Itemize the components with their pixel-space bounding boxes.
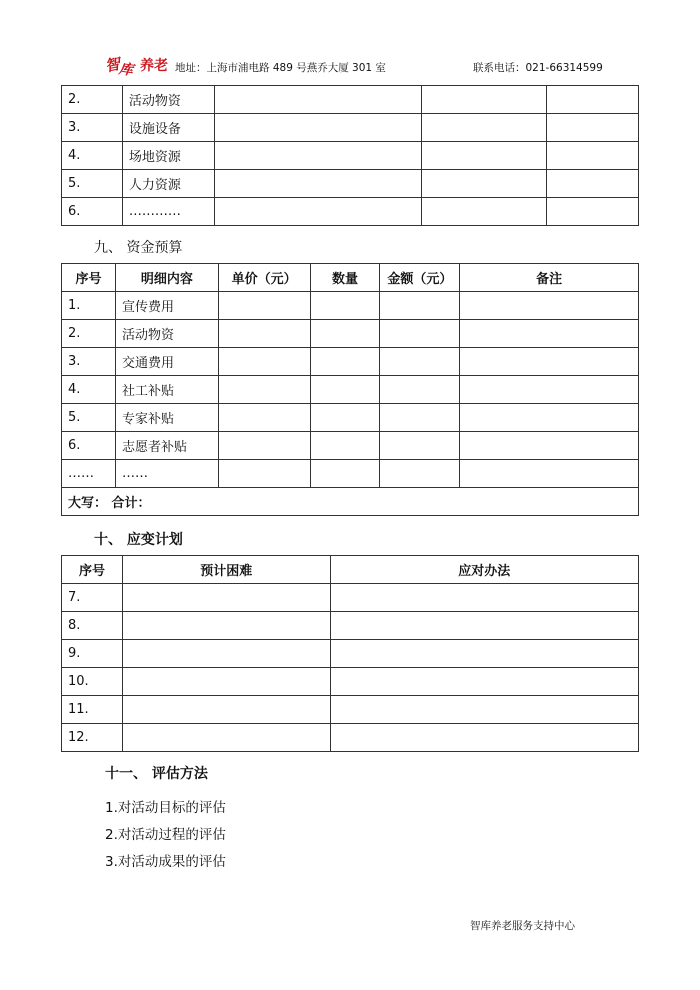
contingency-table bbox=[61, 555, 639, 752]
table-row bbox=[62, 696, 639, 724]
row-item: 人力资源 bbox=[122, 170, 214, 198]
row-item: 宣传费用 bbox=[115, 292, 218, 320]
empty-cell bbox=[122, 612, 330, 640]
empty-cell bbox=[547, 170, 639, 198]
empty-cell bbox=[122, 696, 330, 724]
budget-header-cell: 明细内容 bbox=[115, 264, 218, 292]
row-item: ………… bbox=[122, 198, 214, 226]
resource-table bbox=[61, 85, 639, 226]
empty-cell bbox=[380, 460, 460, 488]
eval-item-3: 3.对活动成果的评估 bbox=[105, 854, 226, 870]
budget-total-label: 大写： 合计： bbox=[62, 488, 639, 516]
logo-text: 养老 bbox=[140, 58, 168, 74]
empty-cell bbox=[218, 376, 310, 404]
empty-cell bbox=[547, 86, 639, 114]
row-item: 场地资源 bbox=[122, 142, 214, 170]
table-row bbox=[62, 640, 639, 668]
eval-item-2: 2.对活动过程的评估 bbox=[105, 827, 226, 843]
empty-cell bbox=[330, 612, 638, 640]
empty-cell bbox=[422, 114, 547, 142]
budget-header-cell: 单价（元） bbox=[218, 264, 310, 292]
empty-cell bbox=[218, 432, 310, 460]
eval-item-1: 1.对活动目标的评估 bbox=[105, 800, 226, 816]
empty-cell bbox=[218, 404, 310, 432]
table-row bbox=[62, 584, 639, 612]
table-row bbox=[62, 612, 639, 640]
row-number: …… bbox=[62, 460, 116, 488]
contingency-header-cell: 预计困难 bbox=[122, 556, 330, 584]
table-row bbox=[62, 114, 639, 142]
empty-cell bbox=[547, 114, 639, 142]
row-number: 4. bbox=[62, 376, 116, 404]
empty-cell bbox=[460, 320, 639, 348]
empty-cell bbox=[122, 668, 330, 696]
row-number: 5. bbox=[62, 170, 123, 198]
budget-header-cell: 备注 bbox=[460, 264, 639, 292]
empty-cell bbox=[330, 668, 638, 696]
budget-header-cell: 金额（元） bbox=[380, 264, 460, 292]
empty-cell bbox=[214, 198, 422, 226]
empty-cell bbox=[218, 320, 310, 348]
empty-cell bbox=[460, 348, 639, 376]
empty-cell bbox=[547, 198, 639, 226]
empty-cell bbox=[218, 348, 310, 376]
table-row bbox=[62, 460, 639, 488]
row-number: 3. bbox=[62, 114, 123, 142]
table-row bbox=[62, 198, 639, 226]
row-number: 2. bbox=[62, 320, 116, 348]
section-11-title: 十一、 评估方法 bbox=[105, 766, 208, 782]
empty-cell bbox=[310, 320, 380, 348]
empty-cell bbox=[330, 724, 638, 752]
empty-cell bbox=[380, 292, 460, 320]
table-row bbox=[62, 86, 639, 114]
empty-cell bbox=[380, 404, 460, 432]
empty-cell bbox=[330, 584, 638, 612]
empty-cell bbox=[214, 142, 422, 170]
empty-cell bbox=[380, 376, 460, 404]
row-number: 9. bbox=[62, 640, 123, 668]
empty-cell bbox=[422, 142, 547, 170]
empty-cell bbox=[310, 348, 380, 376]
row-number: 8. bbox=[62, 612, 123, 640]
row-number: 1. bbox=[62, 292, 116, 320]
row-number: 10. bbox=[62, 668, 123, 696]
logo bbox=[103, 52, 168, 79]
logo-mark: 智 库 bbox=[103, 54, 134, 79]
header-phone: 联系电话：021-66314599 bbox=[473, 62, 603, 74]
table-row bbox=[62, 320, 639, 348]
empty-cell bbox=[122, 640, 330, 668]
header-address: 地址：上海市浦电路 489 号燕乔大厦 301 室 bbox=[175, 62, 386, 74]
table-row bbox=[62, 404, 639, 432]
contingency-header-cell: 序号 bbox=[62, 556, 123, 584]
budget-header-row bbox=[62, 264, 639, 292]
empty-cell bbox=[380, 320, 460, 348]
empty-cell bbox=[460, 432, 639, 460]
empty-cell bbox=[310, 404, 380, 432]
empty-cell bbox=[380, 348, 460, 376]
empty-cell bbox=[330, 640, 638, 668]
section-10-title: 十、 应变计划 bbox=[94, 532, 183, 548]
row-number: 3. bbox=[62, 348, 116, 376]
contingency-header-cell: 应对办法 bbox=[330, 556, 638, 584]
empty-cell bbox=[310, 292, 380, 320]
budget-total-row bbox=[62, 488, 639, 516]
row-number: 5. bbox=[62, 404, 116, 432]
table-row bbox=[62, 432, 639, 460]
empty-cell bbox=[460, 376, 639, 404]
empty-cell bbox=[422, 170, 547, 198]
row-item: 活动物资 bbox=[115, 320, 218, 348]
row-number: 2. bbox=[62, 86, 123, 114]
table-row bbox=[62, 724, 639, 752]
table-row bbox=[62, 348, 639, 376]
table-row bbox=[62, 668, 639, 696]
empty-cell bbox=[330, 696, 638, 724]
budget-header-cell: 序号 bbox=[62, 264, 116, 292]
row-item: 交通费用 bbox=[115, 348, 218, 376]
row-number: 6. bbox=[62, 432, 116, 460]
row-item: 专家补贴 bbox=[115, 404, 218, 432]
empty-cell bbox=[460, 292, 639, 320]
table-row bbox=[62, 376, 639, 404]
section-9-title: 九、 资金预算 bbox=[94, 240, 183, 256]
row-item: 设施设备 bbox=[122, 114, 214, 142]
empty-cell bbox=[214, 86, 422, 114]
empty-cell bbox=[460, 404, 639, 432]
footer-org: 智库养老服务支持中心 bbox=[470, 920, 575, 932]
row-number: 11. bbox=[62, 696, 123, 724]
contingency-header-row bbox=[62, 556, 639, 584]
table-row bbox=[62, 292, 639, 320]
row-item: 活动物资 bbox=[122, 86, 214, 114]
row-number: 12. bbox=[62, 724, 123, 752]
empty-cell bbox=[218, 292, 310, 320]
empty-cell bbox=[460, 460, 639, 488]
table-row bbox=[62, 170, 639, 198]
empty-cell bbox=[422, 198, 547, 226]
empty-cell bbox=[310, 432, 380, 460]
empty-cell bbox=[122, 584, 330, 612]
empty-cell bbox=[310, 460, 380, 488]
page-header bbox=[105, 52, 605, 78]
row-number: 7. bbox=[62, 584, 123, 612]
empty-cell bbox=[214, 170, 422, 198]
empty-cell bbox=[380, 432, 460, 460]
row-number: 6. bbox=[62, 198, 123, 226]
row-number: 4. bbox=[62, 142, 123, 170]
empty-cell bbox=[547, 142, 639, 170]
row-item: …… bbox=[115, 460, 218, 488]
row-item: 社工补贴 bbox=[115, 376, 218, 404]
empty-cell bbox=[310, 376, 380, 404]
empty-cell bbox=[422, 86, 547, 114]
empty-cell bbox=[218, 460, 310, 488]
empty-cell bbox=[214, 114, 422, 142]
row-item: 志愿者补贴 bbox=[115, 432, 218, 460]
table-row bbox=[62, 142, 639, 170]
budget-table bbox=[61, 263, 639, 516]
empty-cell bbox=[122, 724, 330, 752]
budget-header-cell: 数量 bbox=[310, 264, 380, 292]
